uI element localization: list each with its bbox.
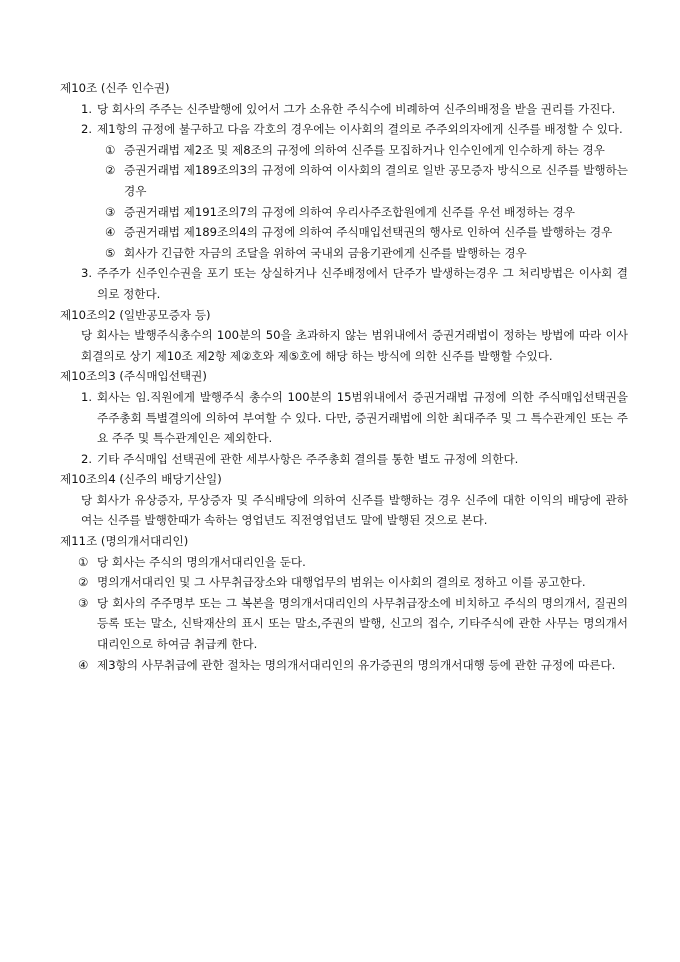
item-number: ④ (105, 225, 116, 240)
item-text: 증권거래법 제191조의7의 규정에 의하여 우리사주조합원에게 신주를 우선 배정하는 경우 (124, 204, 575, 219)
article-10-subitem-1 (105, 140, 628, 161)
item-number: ⑤ (105, 245, 116, 260)
item-text: 증권거래법 제189조의4의 규정에 의하여 주식매입선택권의 행사로 인하여 신주를 발행하는 경우 (124, 225, 613, 240)
article-10-subitem-4 (105, 222, 628, 243)
item-number: 1. (81, 101, 93, 116)
item-number: ① (78, 554, 89, 569)
item-number: 1. (81, 389, 93, 404)
item-number: ③ (105, 204, 116, 219)
item-number: 2. (81, 122, 93, 137)
item-text: 명의개서대리인 및 그 사무취급장소와 대행업무의 범위는 이사회의 결의로 정하고 이를 공고한다. (97, 575, 586, 590)
article-11-item-3 (78, 593, 628, 655)
article-10-3-heading: 제10조의3 (주식매입선택권) (60, 369, 207, 384)
item-text: 회사가 긴급한 자금의 조달을 위하여 국내외 금융기관에게 신주를 발행하는 경우 (124, 245, 527, 260)
item-text: 제3항의 사무취급에 관한 절차는 명의개서대리인의 유가증권의 명의개서대행 등에 관한 규정에 따른다. (97, 657, 616, 672)
article-10-4-paragraph: 당 회사가 유상증자, 무상증자 및 주식배당에 의하여 신주를 발행하는 경우 신주에 대한 이익의 배당에 관하여는 신주를 발행한때가 속하는 영업년도 직전영업년도 말에 발행된 것으로 본다. (81, 492, 628, 528)
item-number: ④ (78, 657, 89, 672)
article-10-4-heading: 제10조의4 (신주의 배당기산일) (60, 472, 222, 487)
item-text: 주주가 신주인수권을 포기 또는 상실하거나 신주배정에서 단주가 발생하는경우 그 처리방법은 이사회 결의로 정한다. (97, 266, 628, 301)
item-text: 제1항의 규정에 불구하고 다음 각호의 경우에는 이사회의 결의로 주주외의자에게 신주를 배정할 수 있다. (97, 122, 623, 137)
item-number: ③ (78, 595, 89, 610)
article-11-item-4 (78, 655, 628, 676)
item-text: 당 회사는 주식의 명의개서대리인을 둔다. (97, 554, 306, 569)
item-number: 3. (81, 266, 93, 281)
item-text: 증권거래법 제189조의3의 규정에 의하여 이사회의 결의로 일반 공모증자 방식으로 신주를 발행하는 경우 (124, 163, 628, 198)
item-text: 당 회사의 주주명부 또는 그 복본을 명의개서대리인의 사무취급장소에 비치하고 주식의 명의개서, 질권의 등록 또는 말소, 신탁재산의 표시 또는 말소,주권의 발행, 신고의 접수, 기타주식에 관한 사무는 명의개서대리인으로 하여금 취급케 한다. (97, 595, 628, 652)
article-10-3-item-2 (81, 449, 628, 470)
article-10-subitem-2 (105, 160, 628, 201)
item-number: ② (78, 575, 89, 590)
item-text: 증권거래법 제2조 및 제8조의 규정에 의하여 신주를 모집하거나 인수인에게 인수하게 하는 경우 (124, 142, 605, 157)
item-number: ② (105, 163, 116, 178)
article-11-item-2 (78, 572, 628, 593)
article-10-2-paragraph: 당 회사는 발행주식총수의 100분의 50을 초과하지 않는 범위내에서 증권거래법이 정하는 방법에 따라 이사회결의로 상기 제10조 제2항 제②호와 제⑤호에 해당 하는 방식에 의한 신주를 발행할 수있다. (81, 328, 628, 363)
article-10-3-item-1 (81, 387, 628, 449)
item-text: 회사는 임.직원에게 발행주식 총수의 100분의 15범위내에서 증권거래법 규정에 의한 주식매입선택권을 주주총회 특별결의에 의하여 부여할 수 있다. 다만, 증권거래법에 의한 최대주주 및 그 특수관계인 또는 주요 주주 및 특수관계인은 제외한다. (97, 389, 628, 446)
item-text: 기타 주식매입 선택권에 관한 세부사항은 주주총회 결의를 통한 별도 규정에 의한다. (97, 451, 519, 466)
article-10-heading: 제10조 (신주 인수권) (60, 81, 170, 95)
article-11-heading: 제11조 (명의개서대리인) (60, 534, 189, 549)
item-number: 2. (81, 451, 93, 466)
article-10-subitem-3 (105, 202, 628, 223)
article-10-item-1 (81, 99, 628, 120)
article-10-item-3 (81, 263, 628, 304)
item-text: 당 회사의 주주는 신주발행에 있어서 그가 소유한 주식수에 비례하여 신주의배정을 받을 권리를 가진다. (97, 101, 616, 116)
article-10-item-2 (81, 119, 628, 140)
item-number: ① (105, 142, 116, 157)
article-10-subitem-5 (105, 243, 628, 264)
article-11-item-1 (78, 552, 628, 573)
article-10-2-heading: 제10조의2 (일반공모증자 등) (60, 307, 211, 322)
